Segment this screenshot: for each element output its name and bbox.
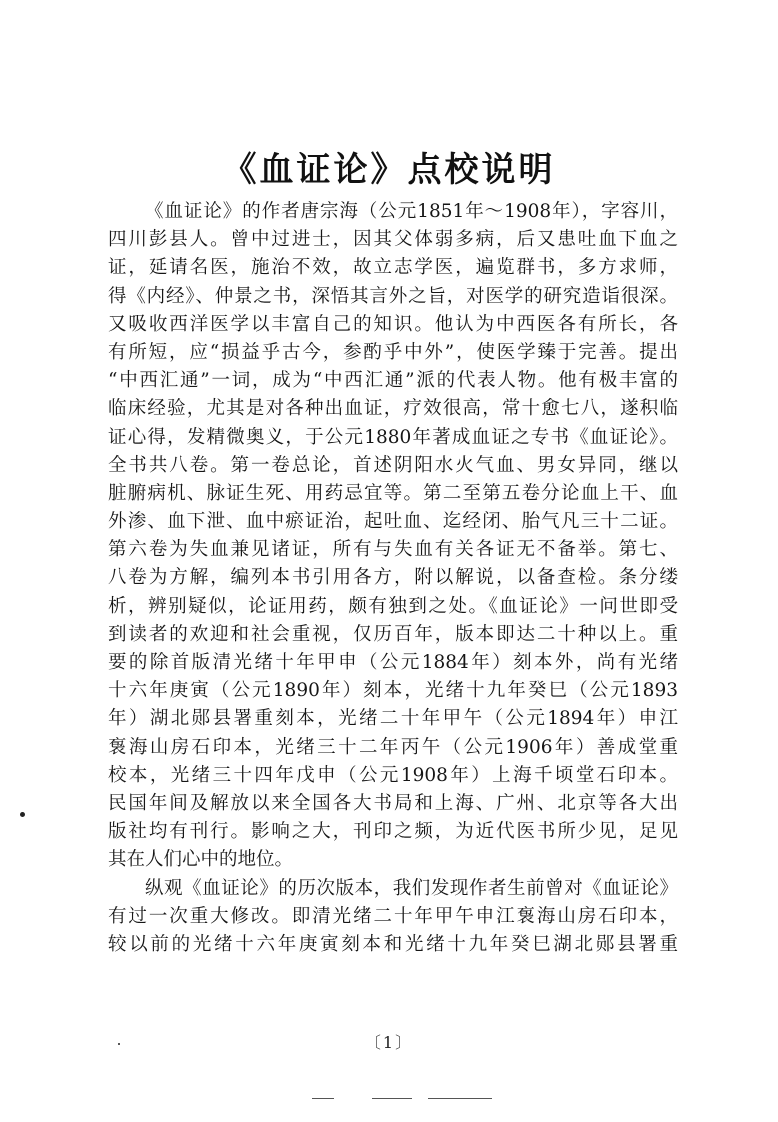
text-line: 证，延请名医，施治不效，故立志学医，遍览群书，多方求师， [108,257,678,279]
text-line: “中西汇通”一词，成为“中西汇通”派的代表人物。他有极丰富的 [108,370,678,392]
scan-speck [118,1043,120,1045]
text-line: 《血证论》的作者唐宗海（公元1851年～1908年），字容川， [145,201,678,222]
text-line: 袌海山房石印本，光绪三十二年丙午（公元1906年）善成堂重 [108,736,678,758]
text-line: 较以前的光绪十六年庚寅刻本和光绪十九年癸巳湖北郧县署重 [108,933,678,955]
text-line: 又吸收西洋医学以丰富自己的知识。他认为中西医各有所长，各 [108,313,678,335]
scan-artifact-line [372,1098,412,1099]
page-number: 〔1〕 [364,1033,414,1052]
text-line: 十六年庚寅（公元1890年）刻本，光绪十九年癸巳（公元1893 [108,680,678,702]
text-line: 有所短，应“损益乎古今，参酌乎中外”，使医学臻于完善。提出 [108,341,678,363]
text-line: 纵观《血证论》的历次版本，我们发现作者生前曾对《血证论》 [145,877,678,899]
text-line: 要的除首版清光绪十年甲申（公元1884年）刻本外，尚有光绪 [108,652,678,673]
text-line: 民国年间及解放以来全国各大书局和上海、广州、北京等各大出 [108,792,678,814]
text-line: 证心得，发精微奥义，于公元1880年著成血证之专书《血证论》。 [108,426,678,448]
body-text [108,198,678,959]
text-line: 四川彭县人。曾中过进士，因其父体弱多病，后又患吐血下血之 [108,229,678,251]
text-line: 其在人们心中的地位。 [108,849,294,871]
text-line: 外渗、血下泄、血中瘀证治，起吐血、迄经闭、胎气凡三十二证。 [108,511,678,533]
text-line: 年）湖北郧县署重刻本，光绪二十年甲午（公元1894年）申江 [108,708,678,730]
scan-speck [20,812,25,817]
scan-artifact-line [312,1098,334,1099]
text-line: 八卷为方解，编列本书引用各方，附以解说，以备查检。条分缕 [108,567,678,589]
text-line: 有过一次重大修改。即清光绪二十年甲午申江袌海山房石印本， [108,905,678,927]
text-line: 到读者的欢迎和社会重视，仅历百年，版本即达二十种以上。重 [108,623,678,645]
text-line: 版社均有刊行。影响之大，刊印之频，为近代医书所少见，足见 [108,821,678,843]
text-line: 第六卷为失血兼见诸证，所有与失血有关各证无不备举。第七、 [108,539,678,561]
text-line: 全书共八卷。第一卷总论，首述阴阳水火气血、男女异同，继以 [108,454,678,476]
text-line: 脏腑病机、脉证生死、用药忌宜等。第二至第五卷分论血上干、血 [108,482,678,504]
text-line: 析，辨别疑似，论证用药，颇有独到之处。《血证论》一问世即受 [108,595,678,617]
text-line: 临床经验，尤其是对各种出血证，疗效很高，常十愈七八，遂积临 [108,398,678,420]
page-title: 《血证论》点校说明 [222,150,556,190]
text-line: 得《内经》、仲景之书，深悟其言外之旨，对医学的研究造诣很深。 [108,285,678,307]
scan-artifact-line [428,1098,492,1099]
text-line: 校本，光绪三十四年戊申（公元1908年）上海千顷堂石印本。 [108,764,678,786]
